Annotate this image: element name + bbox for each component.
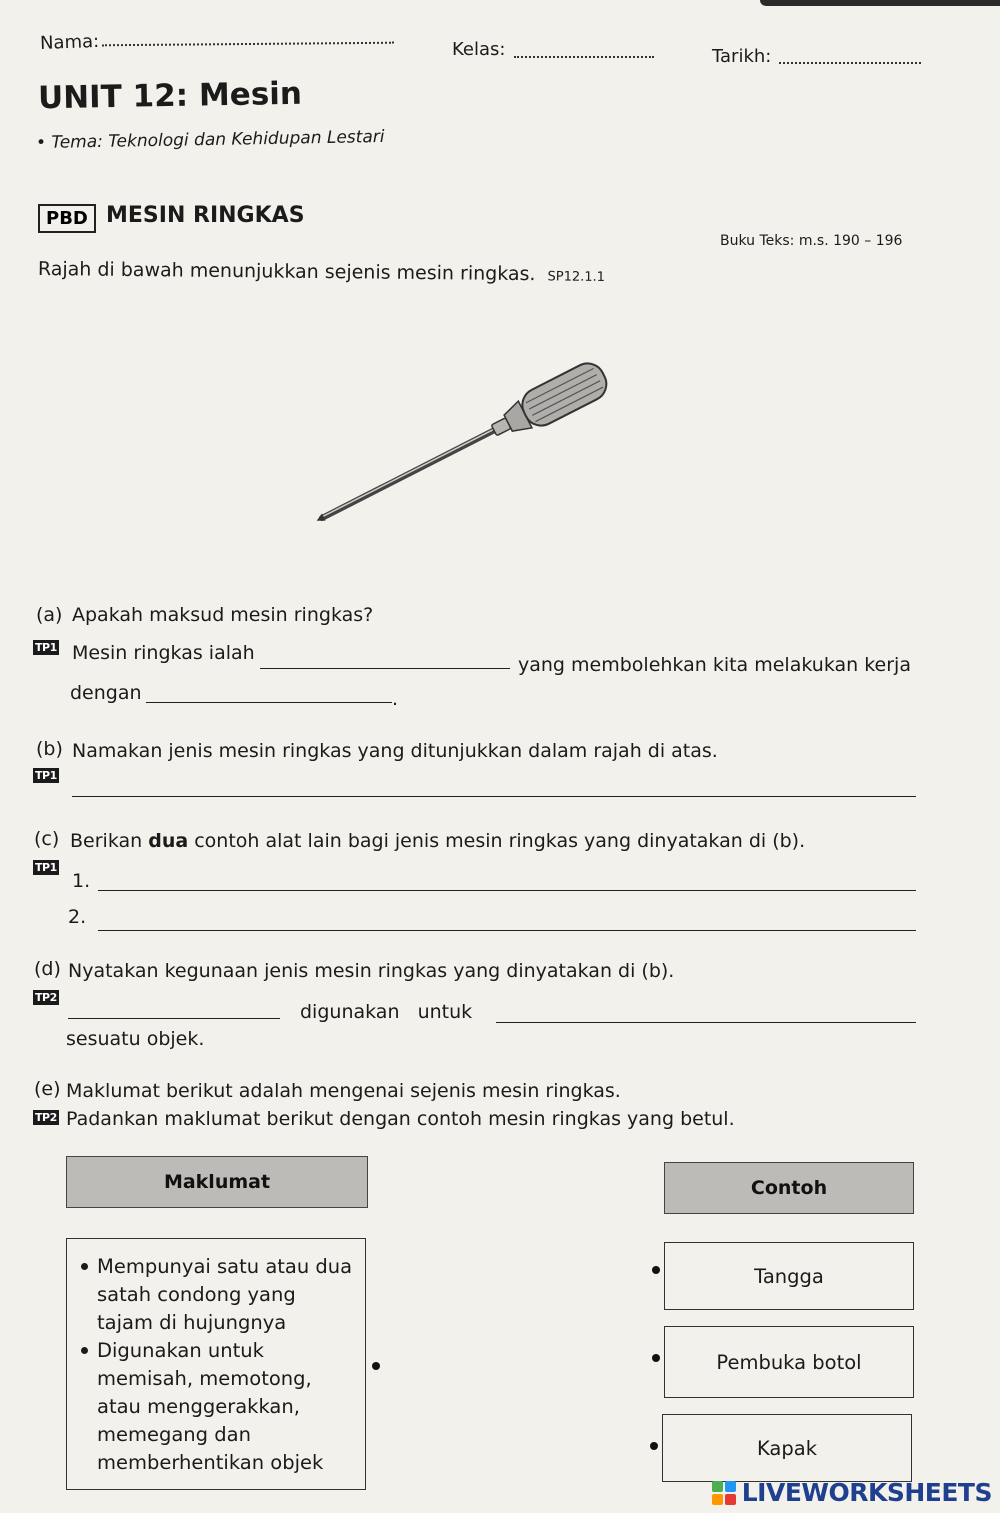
tp-badge-b: TP1 <box>35 769 57 782</box>
tp-badge-e: TP2 <box>35 1111 57 1124</box>
tp-badge-a: TP1 <box>35 641 57 654</box>
q-d-mid: digunakan untuk <box>300 1001 473 1023</box>
q-a-line2-start: dengan <box>70 682 142 704</box>
unit-title: UNIT 12: Mesin <box>37 75 303 117</box>
q-a-period: . <box>392 688 399 710</box>
q-e-text1: Maklumat berikut adalah mengenai sejenis mesin ringkas. <box>66 1080 621 1102</box>
tema-text: • Tema: Teknologi dan Kehidupan Lestari <box>35 126 385 154</box>
maklumat-match-dot[interactable] <box>372 1362 380 1370</box>
q-e-label: (e) <box>34 1078 61 1100</box>
q-d-answer-1[interactable] <box>68 1018 280 1019</box>
example-pembuka-botol[interactable]: Pembuka botol <box>664 1326 914 1398</box>
nama-field[interactable] <box>102 42 394 47</box>
q-c-item2-label: 2. <box>68 906 87 928</box>
tp-badge-d: TP2 <box>35 991 57 1004</box>
q-c-text-after: contoh alat lain bagi jenis mesin ringkas yang dinyatakan di (b). <box>194 830 806 852</box>
kelas-field[interactable] <box>514 56 654 58</box>
q-a-answer-2[interactable] <box>146 702 392 703</box>
contoh-header: Contoh <box>664 1162 914 1214</box>
q-d-answer-2[interactable] <box>496 1022 916 1023</box>
intro-sentence: Rajah di bawah menunjukkan sejenis mesin ringkas. <box>37 258 536 286</box>
buku-teks-ref: Buku Teks: m.s. 190 – 196 <box>720 233 903 249</box>
watermark-text: LIVEWORKSHEETS <box>741 1478 992 1507</box>
example-tangga[interactable]: Tangga <box>664 1242 914 1310</box>
q-a-answer-1[interactable] <box>260 668 510 669</box>
pbd-badge: PBD <box>38 204 96 233</box>
intro-text <box>38 258 605 286</box>
tangga-match-dot[interactable] <box>652 1266 660 1274</box>
q-c-answer-1[interactable] <box>98 890 916 891</box>
screwdriver-illustration <box>310 360 640 530</box>
skill-code: SP12.1.1 <box>547 269 606 285</box>
info-item: Mempunyai satu atau dua satah condong yang tajam di hujungnya <box>73 1253 357 1337</box>
binder-edge <box>760 0 1000 6</box>
q-c-text <box>70 830 805 852</box>
liveworksheets-watermark <box>712 1478 992 1507</box>
q-d-label: (d) <box>34 958 61 980</box>
maklumat-header: Maklumat <box>66 1156 368 1208</box>
q-c-item1-label: 1. <box>72 870 91 892</box>
pembuka-botol-match-dot[interactable] <box>652 1354 660 1362</box>
example-kapak[interactable]: Kapak <box>662 1414 912 1482</box>
q-b-label: (b) <box>36 738 63 760</box>
q-b-text: Namakan jenis mesin ringkas yang ditunjukkan dalam rajah di atas. <box>72 740 718 762</box>
q-a-line1-start: Mesin ringkas ialah <box>72 642 255 664</box>
section-title: MESIN RINGKAS <box>106 203 305 228</box>
q-c-label: (c) <box>34 828 60 850</box>
q-e-text2: Padankan maklumat berikut dengan contoh mesin ringkas yang betul. <box>66 1108 735 1130</box>
info-item: Digunakan untuk memisah, memotong, atau menggerakkan, memegang dan memberhentikan objek <box>73 1337 357 1477</box>
maklumat-box <box>66 1238 366 1490</box>
tarikh-field[interactable] <box>779 62 921 64</box>
q-c-answer-2[interactable] <box>98 930 916 931</box>
q-a-text: Apakah maksud mesin ringkas? <box>72 604 374 626</box>
q-a-label: (a) <box>36 604 63 626</box>
q-d-end: sesuatu objek. <box>66 1028 205 1050</box>
nama-label: Nama: <box>39 30 100 55</box>
kapak-match-dot[interactable] <box>650 1442 658 1450</box>
kelas-label: Kelas: <box>452 39 506 60</box>
tp-badge-c: TP1 <box>35 861 57 874</box>
q-c-text-bold: dua <box>148 830 189 852</box>
q-a-line1-end: yang membolehkan kita melakukan kerja <box>518 654 911 676</box>
tarikh-label: Tarikh: <box>712 46 772 67</box>
q-c-text-before: Berikan <box>70 830 143 852</box>
q-b-answer[interactable] <box>72 796 916 797</box>
liveworksheets-logo-icon <box>712 1481 736 1505</box>
q-d-text: Nyatakan kegunaan jenis mesin ringkas yang dinyatakan di (b). <box>68 960 675 982</box>
